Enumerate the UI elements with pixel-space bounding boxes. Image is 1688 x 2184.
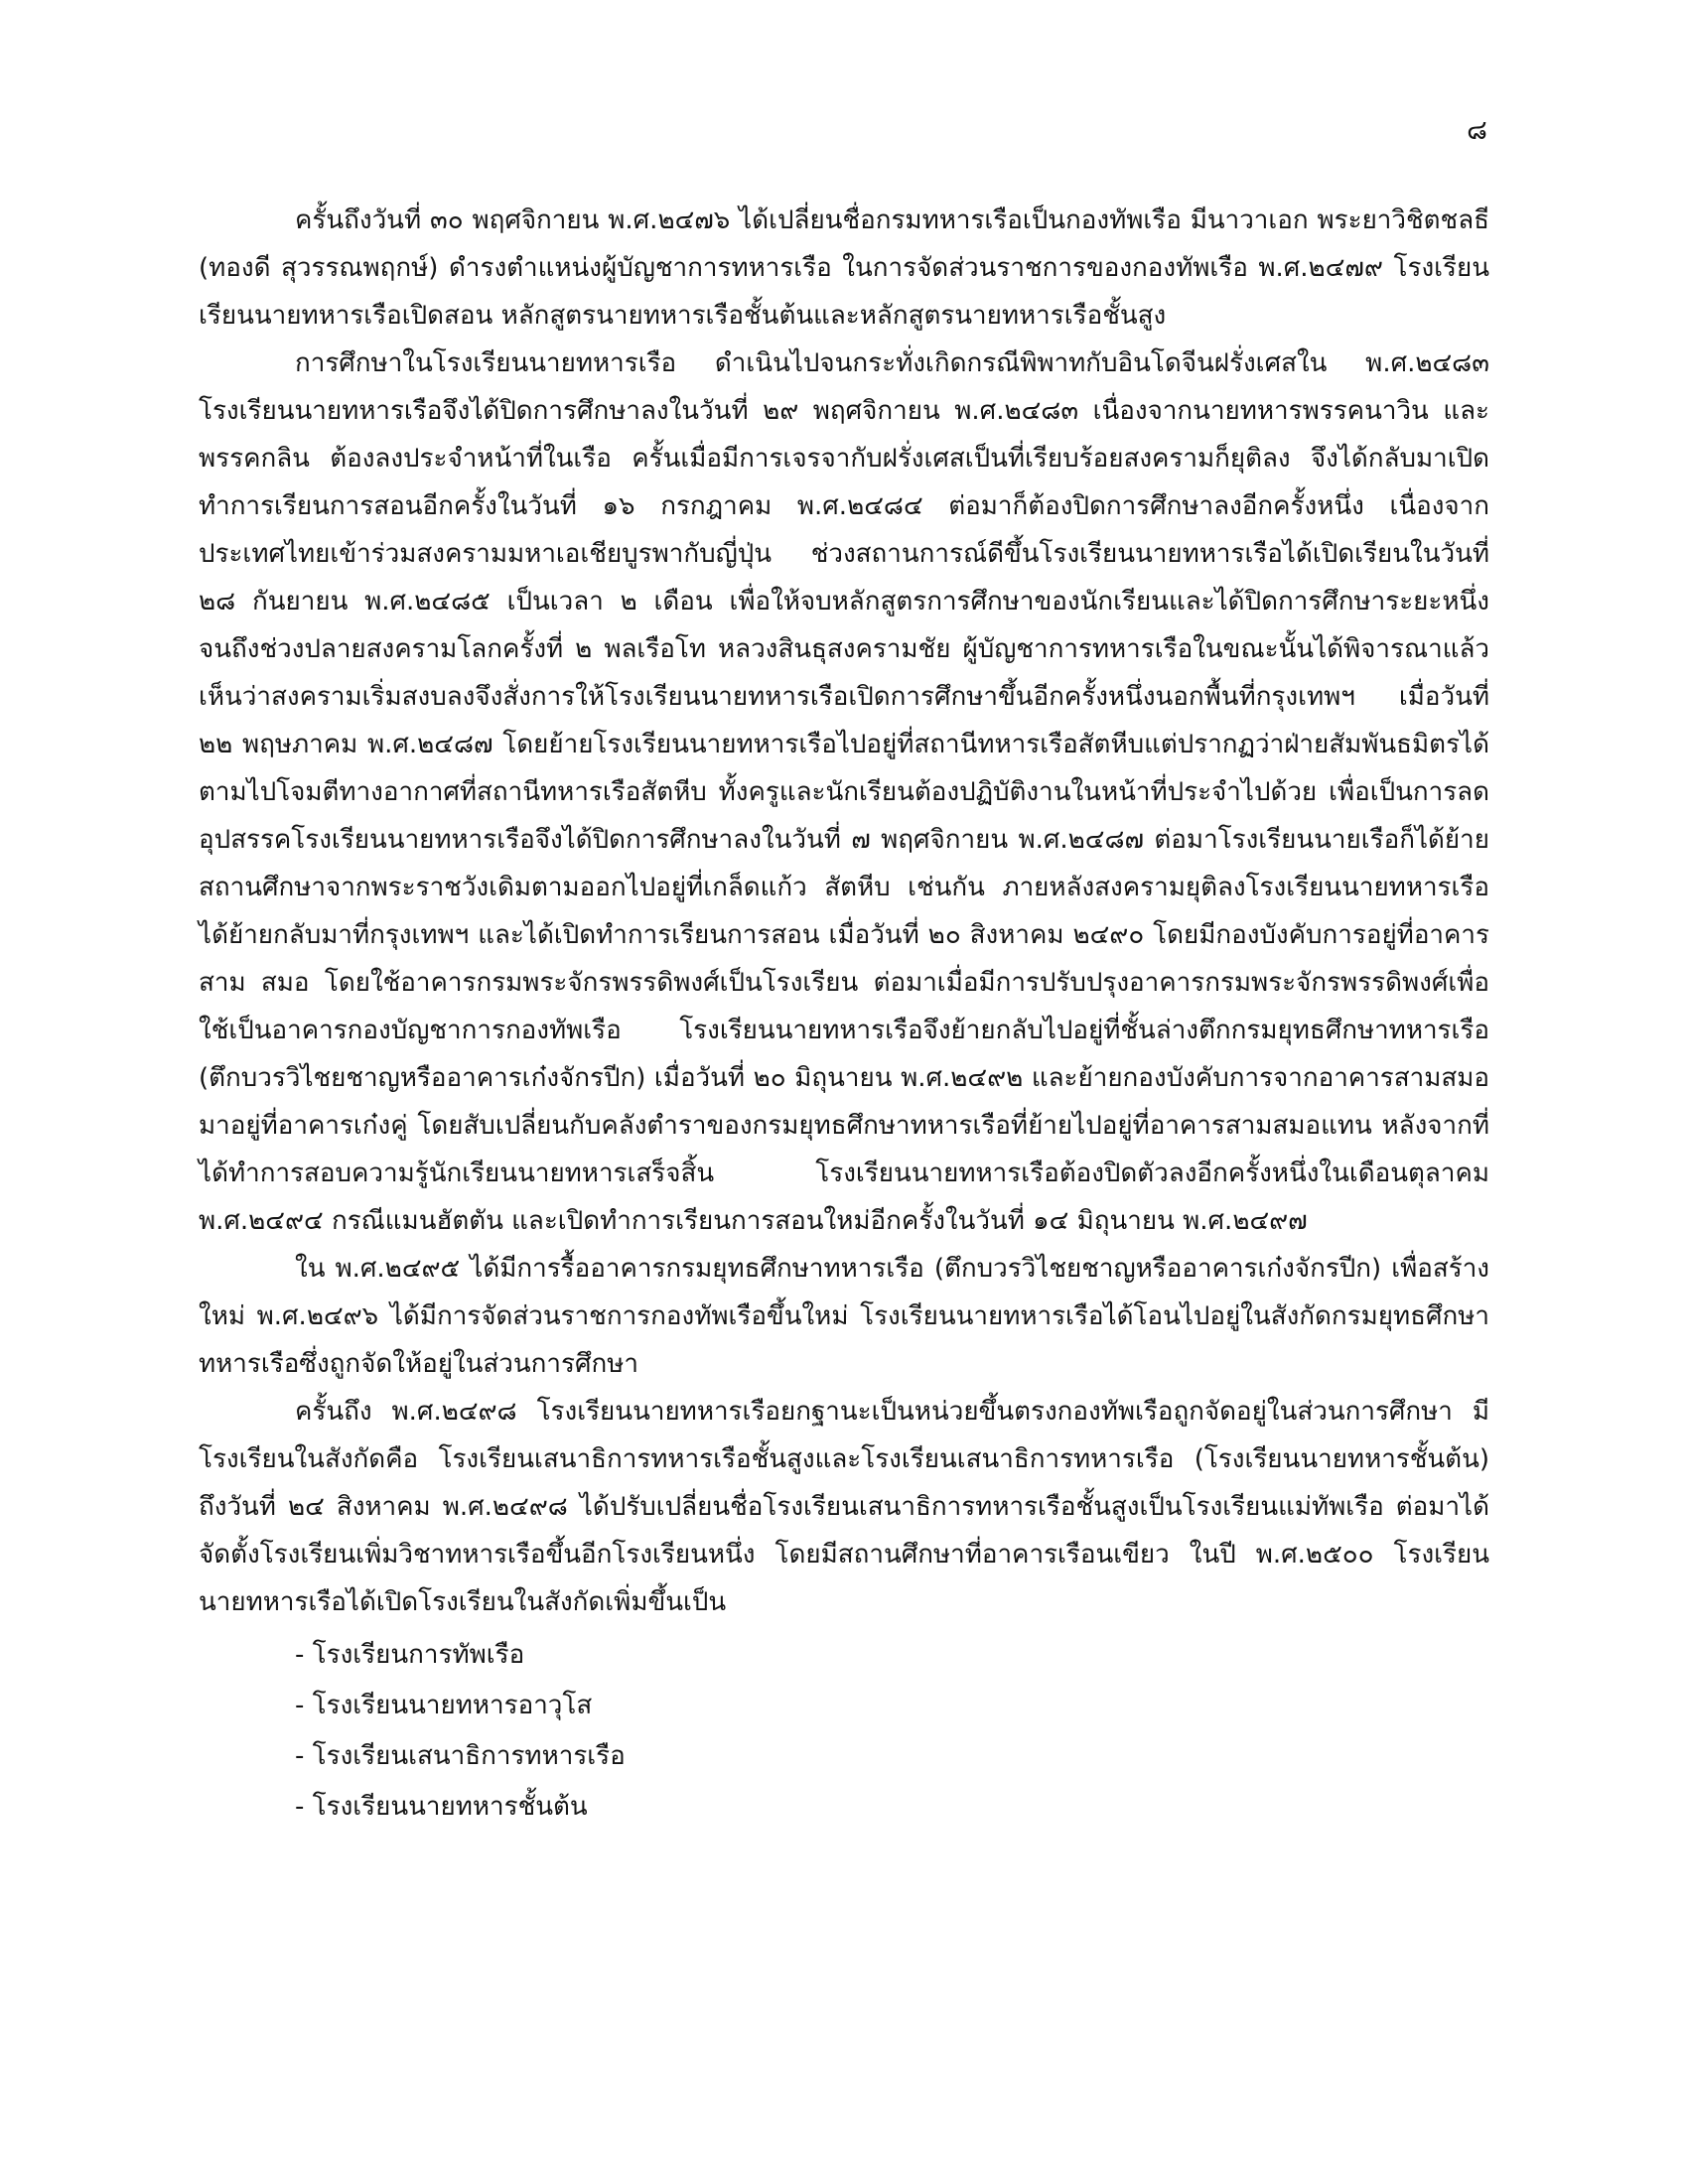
school-list: [199, 1630, 1489, 1833]
list-item: - โรงเรียนนายทหารชั้นต้น: [295, 1792, 588, 1822]
paragraph-school-expansion: ครั้นถึง พ.ศ.๒๔๙๘ โรงเรียนนายทหารเรือยกฐานะเป็นหน่วยขึ้นตรงกองทัพเรือถูกจัดอยู่ในส่วนการศึกษา มีโรงเรียนในสังกัดคือ โรงเรียนเสนาธิการทหารเรือชั้นสูงและโรงเรียนเสนาธิการทหารเรือ (โรงเรียนนายทหารชั้นต้น) ถึงวันที่ ๒๔ สิงหาคม พ.ศ.๒๔๙๘ ได้ปรับเปลี่ยนชื่อโรงเรียนเสนาธิการทหารเรือชั้นสูงเป็นโรงเรียนแม่ทัพเรือ ต่อมาได้จัดตั้งโรงเรียนเพิ่มวิชาทหารเรือขึ้นอีกโรงเรียนหนึ่ง โดยมีสถานศึกษาที่อาคารเรือนเขียว ในปี พ.ศ.๒๕๐๐ โรงเรียนนายทหารเรือได้เปิดโรงเรียนในสังกัดเพิ่มขึ้นเป็น: [199, 1397, 1489, 1617]
paragraph-navy-renaming: ครั้นถึงวันที่ ๓๐ พฤศจิกายน พ.ศ.๒๔๗๖ ได้เปลี่ยนชื่อกรมทหารเรือเป็นกองทัพเรือ มีนาวาเอก พระยาวิชิตชลธี (ทองดี สุวรรณพฤกษ์) ดำรงตำแหน่งผู้บัญชาการทหารเรือ ในการจัดส่วนราชการของกองทัพเรือ พ.ศ.๒๔๗๙ โรงเรียนเรียนนายทหารเรือเปิดสอน หลักสูตรนายทหารเรือชั้นต้นและหลักสูตรนายทหารเรือชั้นสูง: [199, 205, 1489, 331]
page-number: ๘: [1467, 115, 1487, 146]
document-body: [199, 197, 1489, 1833]
paragraph-wartime-history: การศึกษาในโรงเรียนนายทหารเรือ ดำเนินไปจนกระทั่งเกิดกรณีพิพาทกับอินโดจีนฝรั่งเศสใน พ.ศ.๒๔๘๓ โรงเรียนนายทหารเรือจึงได้ปิดการศึกษาลงในวันที่ ๒๙ พฤศจิกายน พ.ศ.๒๔๘๓ เนื่องจากนายทหารพรรคนาวิน และพรรคกลิน ต้องลงประจำหน้าที่ในเรือ ครั้นเมื่อมีการเจรจากับฝรั่งเศสเป็นที่เรียบร้อยสงครามก็ยุติลง จึงได้กลับมาเปิดทำการเรียนการสอนอีกครั้งในวันที่ ๑๖ กรกฎาคม พ.ศ.๒๔๘๔ ต่อมาก็ต้องปิดการศึกษาลงอีกครั้งหนึ่ง เนื่องจากประเทศไทยเข้าร่วมสงครามมหาเอเชียบูรพากับญี่ปุ่น ช่วงสถานการณ์ดีขึ้นโรงเรียนนายทหารเรือได้เปิดเรียนในวันที่ ๒๘ กันยายน พ.ศ.๒๔๘๕ เป็นเวลา ๒ เดือน เพื่อให้จบหลักสูตรการศึกษาของนักเรียนและได้ปิดการศึกษาระยะหนึ่ง จนถึงช่วงปลายสงครามโลกครั้งที่ ๒ พลเรือโท หลวงสินธุสงครามชัย ผู้บัญชาการทหารเรือในขณะนั้นได้พิจารณาแล้วเห็นว่าสงครามเริ่มสงบลงจึงสั่งการให้โรงเรียนนายทหารเรือเปิดการศึกษาขึ้นอีกครั้งหนึ่งนอกพื้นที่กรุงเทพฯ เมื่อวันที่ ๒๒ พฤษภาคม พ.ศ.๒๔๘๗ โดยย้ายโรงเรียนนายทหารเรือไปอยู่ที่สถานีทหารเรือสัตหีบแต่ปรากฏว่าฝ่ายสัมพันธมิตรได้ตามไปโจมตีทางอากาศที่สถานีทหารเรือสัตหีบ ทั้งครูและนักเรียนต้องปฏิบัติงานในหน้าที่ประจำไปด้วย เพื่อเป็นการลดอุปสรรคโรงเรียนนายทหารเรือจึงได้ปิดการศึกษาลงในวันที่ ๗ พฤศจิกายน พ.ศ.๒๔๘๗ ต่อมาโรงเรียนนายเรือก็ได้ย้ายสถานศึกษาจากพระราชวังเดิมตามออกไปอยู่ที่เกล็ดแก้ว สัตหีบ เช่นกัน ภายหลังสงครามยุติลงโรงเรียนนายทหารเรือได้ย้ายกลับมาที่กรุงเทพฯ และได้เปิดทำการเรียนการสอน เมื่อวันที่ ๒๐ สิงหาคม ๒๔๙๐ โดยมีกองบังคับการอยู่ที่อาคารสาม สมอ โดยใช้อาคารกรมพระจักรพรรดิพงศ์เป็นโรงเรียน ต่อมาเมื่อมีการปรับปรุงอาคารกรมพระจักรพรรดิพงศ์เพื่อใช้เป็นอาคารกองบัญชาการกองทัพเรือ โรงเรียนนายทหารเรือจึงย้ายกลับไปอยู่ที่ชั้นล่างตึกกรมยุทธศึกษาทหารเรือ (ตึกบวรวิไชยชาญหรืออาคารเก๋งจักรปีก) เมื่อวันที่ ๒๐ มิถุนายน พ.ศ.๒๔๙๒ และย้ายกองบังคับการจากอาคารสามสมอมาอยู่ที่อาคารเก๋งคู่ โดยสับเปลี่ยนกับคลังตำราของกรมยุทธศึกษาทหารเรือที่ย้ายไปอยู่ที่อาคารสามสมอแทน หลังจากที่ได้ทำการสอบความรู้นักเรียนนายทหารเสร็จสิ้น โรงเรียนนายทหารเรือต้องปิดตัวลงอีกครั้งหนึ่งในเดือนตุลาคม พ.ศ.๒๔๙๔ กรณีแมนฮัตตัน และเปิดทำการเรียนการสอนใหม่อีกครั้งในวันที่ ๑๔ มิถุนายน พ.ศ.๒๔๙๗: [199, 348, 1489, 1236]
list-item: - โรงเรียนเสนาธิการทหารเรือ: [295, 1741, 626, 1771]
list-item: - โรงเรียนนายทหารอาวุโส: [295, 1691, 593, 1720]
list-item: - โรงเรียนการทัพเรือ: [295, 1640, 525, 1670]
paragraph-reorganization: ใน พ.ศ.๒๔๙๕ ได้มีการรื้ออาคารกรมยุทธศึกษาทหารเรือ (ตึกบวรวิไชยชาญหรืออาคารเก๋งจักรปีก) เพื่อสร้างใหม่ พ.ศ.๒๔๙๖ ได้มีการจัดส่วนราชการกองทัพเรือขึ้นใหม่ โรงเรียนนายทหารเรือได้โอนไปอยู่ในสังกัดกรมยุทธศึกษาทหารเรือซึ่งถูกจัดให้อยู่ในส่วนการศึกษา: [199, 1254, 1489, 1379]
